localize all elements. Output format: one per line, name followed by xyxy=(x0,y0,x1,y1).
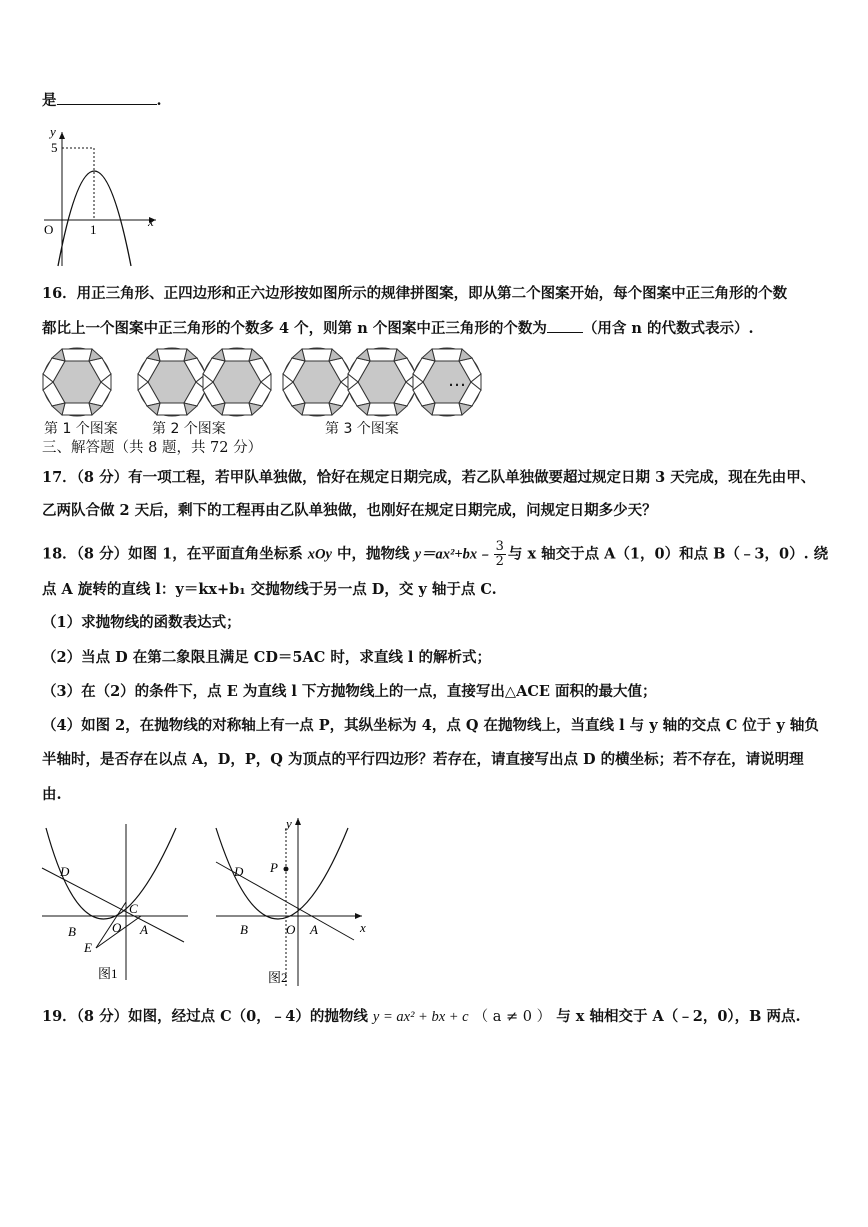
caption-pattern-1: 第 1 个图案 xyxy=(44,421,118,437)
q18-part-4-line-2: 半轴时，是否存在以点 A，D，P，Q 为顶点的平行四边形？若存在，请直接写出点 D 的横坐标；若不存在，请说明理 xyxy=(42,751,804,768)
q18-l1a: 18．（8 分）如图 1，在平面直角坐标系 xyxy=(42,545,303,563)
q19-a: 19．（8 分）如图，经过点 C（0，﹣4）的抛物线 xyxy=(42,1008,368,1025)
q18-part-4-line-3: 由. xyxy=(42,786,62,803)
q16-line-2 xyxy=(42,318,754,339)
y-axis-label: y xyxy=(50,124,56,139)
label-D: D xyxy=(60,864,70,879)
q19-condition: （ a ≠ 0 ） xyxy=(473,1009,552,1025)
q18-l1e: 与 x 轴交于点 A（1，0）和点 B（﹣3，0）. 绕 xyxy=(507,545,829,563)
ellipsis: … xyxy=(448,370,466,391)
q19-line xyxy=(42,1007,801,1027)
q15-text: 是 xyxy=(42,92,57,109)
q19-formula: y = ax² + bx + c xyxy=(372,1009,469,1025)
q18-l1b: xOy xyxy=(307,546,332,563)
label-B: B xyxy=(240,922,248,937)
q16-tiling-patterns xyxy=(40,346,500,418)
label-O: O xyxy=(112,920,122,935)
origin-label: O xyxy=(44,222,54,237)
label-E: E xyxy=(84,940,92,955)
tiling-unit xyxy=(43,348,111,416)
y-tick-label: 5 xyxy=(51,140,58,155)
answer-blank xyxy=(547,318,583,333)
q17-line-2: 乙两队合做 2 天后，剩下的工程再由乙队单独做，也刚好在规定日期完成，问规定日期多少天？ xyxy=(42,502,657,519)
label-A: A xyxy=(310,922,318,937)
figure-2 xyxy=(212,814,380,990)
label-x: x xyxy=(360,920,366,935)
caption-pattern-2: 第 2 个图案 xyxy=(152,421,226,437)
q18-l1c: 中，抛物线 xyxy=(337,545,410,563)
figure-2-caption: 图2 xyxy=(268,970,288,985)
figure-1-caption: 图1 xyxy=(98,966,118,981)
frac-den: 2 xyxy=(495,554,504,569)
q18-part-1: （1）求抛物线的函数表达式； xyxy=(42,614,241,631)
figure-1 xyxy=(38,820,198,990)
label-C: C xyxy=(129,901,138,916)
q15-answer-line xyxy=(42,90,162,111)
label-O: O xyxy=(286,922,296,937)
q18-part-2: （2）当点 D 在第二象限且满足 CD＝5AC 时，求直线 l 的解析式； xyxy=(42,649,491,666)
fraction xyxy=(494,540,506,569)
q18-l1d: y＝ax²+bx﹣ xyxy=(414,546,492,563)
q16-line-2b: （用含 n 的代数式表示）. xyxy=(582,320,754,337)
q16-line-1: 16．用正三角形、正四边形和正六边形按如图所示的规律拼图案，即从第二个图案开始，每个图案中正三角形的个数 xyxy=(42,285,788,302)
section-title: 三、解答题（共 8 题，共 72 分） xyxy=(42,440,263,456)
label-B: B xyxy=(68,924,76,939)
q19-b: 与 x 轴相交于 A（﹣2，0），B 两点. xyxy=(556,1008,801,1025)
frac-num: 3 xyxy=(495,539,504,554)
x-axis-label: x xyxy=(148,214,154,229)
q15-end: . xyxy=(156,92,162,109)
q18-part-3: （3）在（2）的条件下，点 E 为直线 l 下方抛物线上的一点，直接写出△ACE 面积的最大值； xyxy=(42,683,657,700)
q17-line-1: 17．（8 分）有一项工程，若甲队单独做，恰好在规定日期完成，若乙队单独做要超过规定日期 3 天完成，现在先由甲、 xyxy=(42,469,816,486)
label-A: A xyxy=(140,922,148,937)
q18-part-4-line-1: （4）如图 2，在抛物线的对称轴上有一点 P，其纵坐标为 4，点 Q 在抛物线上，当直线 l 与 y 轴的交点 C 位于 y 轴负 xyxy=(42,717,819,734)
label-D: D xyxy=(234,864,244,879)
q18-line-1 xyxy=(42,540,828,569)
caption-pattern-3: 第 3 个图案 xyxy=(325,421,399,437)
q16-line-2a: 都比上一个图案中正三角形的个数多 4 个，则第 n 个图案中正三角形的个数为 xyxy=(42,320,547,337)
answer-blank xyxy=(57,90,157,105)
x-tick-label: 1 xyxy=(90,222,97,237)
q15-parabola-graph xyxy=(38,122,168,272)
label-P: P xyxy=(270,860,278,875)
label-y: y xyxy=(286,816,292,831)
q18-line-2: 点 A 旋转的直线 l：y＝kx+b₁ 交抛物线于另一点 D，交 y 轴于点 C. xyxy=(42,581,497,598)
